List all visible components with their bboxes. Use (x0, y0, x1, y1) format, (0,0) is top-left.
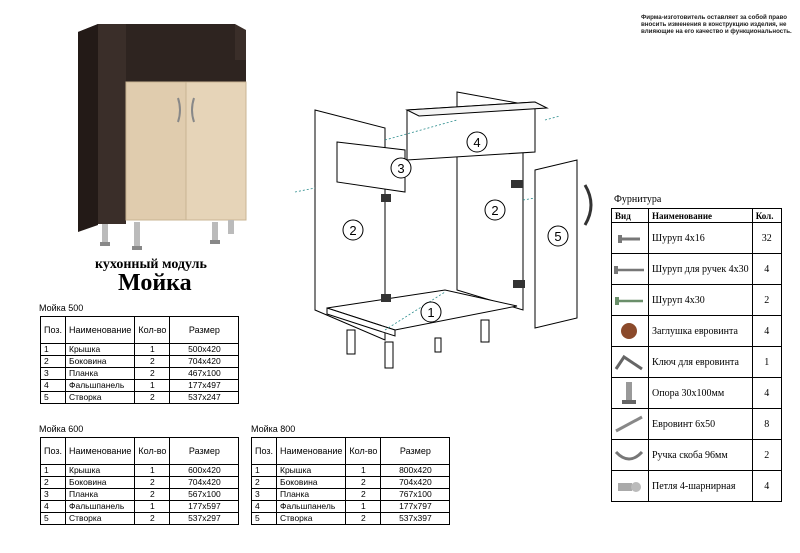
hardware-qty: 2 (752, 285, 781, 316)
cell: 537x247 (170, 392, 239, 404)
header-size: Размер (381, 438, 450, 465)
cell: 704x420 (170, 477, 239, 489)
table-row (612, 285, 782, 316)
header-name: Наименование (66, 317, 135, 344)
hardware-qty: 32 (752, 223, 781, 254)
table-row (252, 477, 450, 489)
cell: 1 (135, 344, 170, 356)
cell: 3 (252, 489, 277, 501)
table-row (41, 501, 239, 513)
cell: 537x297 (170, 513, 239, 525)
cell: 177x797 (381, 501, 450, 513)
header-size: Размер (170, 438, 239, 465)
hardware-name: Ключ для евровинта (649, 347, 753, 378)
cell: 2 (41, 356, 66, 368)
table-row (41, 344, 239, 356)
cell: 1 (346, 501, 381, 513)
header-pos: Поз. (252, 438, 277, 465)
cell: Крышка (66, 344, 135, 356)
leg-icon (612, 380, 646, 406)
table-row (41, 477, 239, 489)
spec-table-800 (251, 437, 450, 525)
hex-key-icon (612, 349, 646, 375)
table-row (41, 380, 239, 392)
table-row (41, 465, 239, 477)
header-type: Вид (612, 209, 649, 223)
cell: 2 (135, 477, 170, 489)
part-label: 2 (491, 203, 499, 218)
table-title: Мойка 800 (251, 424, 296, 434)
cell: 704x420 (170, 356, 239, 368)
hardware-qty: 2 (752, 440, 781, 471)
cell: 4 (41, 501, 66, 513)
part-label: 3 (397, 161, 405, 176)
cell: 2 (346, 513, 381, 525)
table-row (612, 378, 782, 409)
header-pos: Поз. (41, 438, 66, 465)
cell: 767x100 (381, 489, 450, 501)
table-row (252, 513, 450, 525)
header-size: Размер (170, 317, 239, 344)
assembly-diagram (285, 80, 600, 380)
cell: 2 (346, 489, 381, 501)
cell: 2 (346, 477, 381, 489)
hardware-table (611, 208, 782, 502)
disclaimer-text: Фирма-изготовитель оставляет за собой право вносить изменения в конструкцию изделия, не влияющие на его качество и функциональность. (641, 14, 792, 36)
cell: Боковина (277, 477, 346, 489)
header-name: Наименование (277, 438, 346, 465)
table-row (612, 316, 782, 347)
short-screw-icon (612, 225, 646, 251)
cell: Створка (66, 513, 135, 525)
table-row (252, 489, 450, 501)
cell: 2 (135, 392, 170, 404)
hardware-qty: 4 (752, 471, 781, 502)
hardware-name: Петля 4-шарнирная (649, 471, 753, 502)
table-row (252, 501, 450, 513)
cell: 1 (41, 465, 66, 477)
product-render (70, 20, 255, 255)
hardware-name: Ручка скоба 96мм (649, 440, 753, 471)
hardware-name: Шуруп для ручек 4x30 (649, 254, 753, 285)
cell: Крышка (277, 465, 346, 477)
cell: Фальшпанель (66, 380, 135, 392)
header-qty: Кол-во (346, 438, 381, 465)
cell: 1 (252, 465, 277, 477)
spec-table-600 (40, 437, 239, 525)
table-row (612, 223, 782, 254)
table-row (612, 471, 782, 502)
cell: 1 (135, 380, 170, 392)
table-row (612, 409, 782, 440)
cell: 467x100 (170, 368, 239, 380)
part-label: 1 (427, 305, 435, 320)
cell: 704x420 (381, 477, 450, 489)
cell: 2 (135, 489, 170, 501)
cell: Боковина (66, 477, 135, 489)
hardware-name: Заглушка евровинта (649, 316, 753, 347)
header-qty: Кол-во (135, 317, 170, 344)
table-row (41, 392, 239, 404)
table-row (41, 356, 239, 368)
cell: 1 (135, 465, 170, 477)
header-name: Наименование (649, 209, 753, 223)
header-name: Наименование (66, 438, 135, 465)
table-row (252, 465, 450, 477)
part-label: 5 (554, 229, 562, 244)
cell: 4 (41, 380, 66, 392)
cell: 2 (135, 368, 170, 380)
cell: 600x420 (170, 465, 239, 477)
cell: 1 (41, 344, 66, 356)
hardware-qty: 8 (752, 409, 781, 440)
cell: 177x497 (170, 380, 239, 392)
eurovint-icon (612, 411, 646, 437)
cell: 5 (252, 513, 277, 525)
cell: 500x420 (170, 344, 239, 356)
cell: Створка (277, 513, 346, 525)
cell: 2 (252, 477, 277, 489)
header-pos: Поз. (41, 317, 66, 344)
cell: Боковина (66, 356, 135, 368)
hardware-name: Шуруп 4x30 (649, 285, 753, 316)
spec-table-500 (40, 316, 239, 404)
cell: 5 (41, 513, 66, 525)
cell: Фальшпанель (66, 501, 135, 513)
cell: Планка (277, 489, 346, 501)
cell: 3 (41, 368, 66, 380)
table-row (41, 368, 239, 380)
header-qty: Кол-во (135, 438, 170, 465)
hinge-icon (612, 473, 646, 499)
cell: 2 (135, 513, 170, 525)
table-row (41, 489, 239, 501)
product-title: Мойка (118, 270, 192, 296)
cell: 3 (41, 489, 66, 501)
cell: 1 (346, 465, 381, 477)
cell: 537x397 (381, 513, 450, 525)
product-subtitle: кухонный модуль (95, 257, 207, 272)
cell: Крышка (66, 465, 135, 477)
part-label: 4 (473, 135, 481, 150)
table-row (612, 440, 782, 471)
table-title: Мойка 600 (39, 424, 84, 434)
table-title: Мойка 500 (39, 303, 84, 313)
part-label: 2 (349, 223, 357, 238)
cell: Планка (66, 368, 135, 380)
long-screw-icon (612, 256, 646, 282)
cell: 2 (41, 477, 66, 489)
table-row (41, 513, 239, 525)
cell: 2 (135, 356, 170, 368)
cell: 4 (252, 501, 277, 513)
hardware-title: Фурнитура (614, 194, 662, 205)
header-qty: Кол. (752, 209, 781, 223)
cell: 177x597 (170, 501, 239, 513)
cell: Створка (66, 392, 135, 404)
cell: 5 (41, 392, 66, 404)
hardware-qty: 4 (752, 378, 781, 409)
hardware-qty: 1 (752, 347, 781, 378)
cell: 1 (135, 501, 170, 513)
hardware-qty: 4 (752, 316, 781, 347)
cell: 800x420 (381, 465, 450, 477)
cell: Фальшпанель (277, 501, 346, 513)
hardware-name: Опора 30x100мм (649, 378, 753, 409)
screw-icon (612, 287, 646, 313)
cell: 567x100 (170, 489, 239, 501)
hardware-qty: 4 (752, 254, 781, 285)
table-row (612, 254, 782, 285)
handle-icon (612, 442, 646, 468)
cell: Планка (66, 489, 135, 501)
hardware-name: Шуруп 4x16 (649, 223, 753, 254)
cap-icon (612, 318, 646, 344)
table-row (612, 347, 782, 378)
hardware-name: Евровинт 6x50 (649, 409, 753, 440)
